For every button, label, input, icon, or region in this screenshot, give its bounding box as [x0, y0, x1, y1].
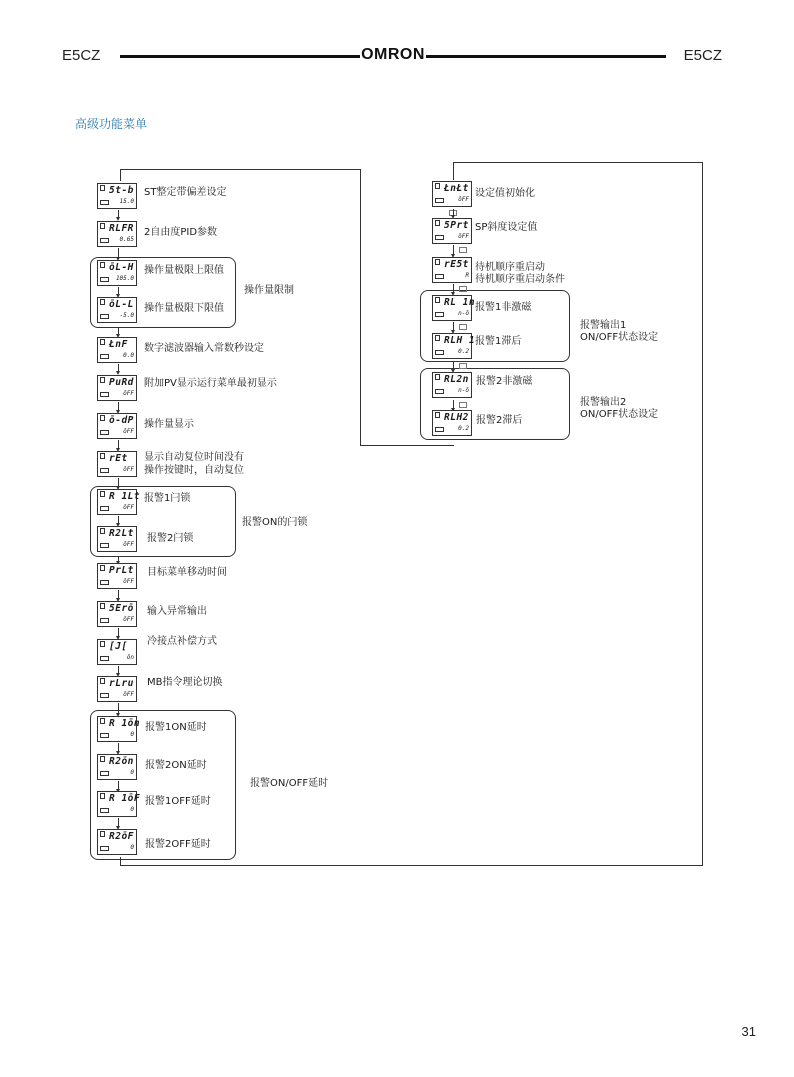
param-value: R: [465, 272, 469, 279]
param-label: 输入异常输出: [147, 606, 207, 617]
param-value: ōFF: [123, 504, 134, 511]
display-alarm2-hysteresis: [432, 410, 472, 436]
param-code: RL2n: [444, 374, 469, 385]
display-input-filter: [97, 337, 137, 363]
param-label: 操作量极限下限值: [144, 303, 224, 314]
display-mv-upper-limit: [97, 260, 137, 286]
param-value: 0: [130, 806, 134, 813]
display-init-settings: [432, 181, 472, 207]
param-code: 5Erō: [109, 603, 134, 614]
key-icon: [459, 402, 467, 408]
param-code: R 1ōn: [109, 718, 141, 729]
param-value: 0.2: [458, 348, 469, 355]
param-value: 0.0: [123, 352, 134, 359]
flow-arrow: [118, 628, 119, 637]
param-label: 报警1OFF延时: [145, 796, 211, 807]
param-code: rE5t: [444, 259, 469, 270]
group-label-alarm-delay: 报警ON/OFF延时: [250, 778, 329, 789]
flow-arrow: [453, 209, 454, 216]
display-st-band: [97, 183, 137, 209]
param-label: 操作量显示: [144, 419, 194, 430]
param-label: 报警2ON延时: [145, 760, 207, 771]
param-code: rEt: [109, 453, 128, 464]
section-title: 高级功能菜单: [75, 117, 148, 131]
group-label-alarm1-line2: ON/OFF状态设定: [580, 332, 659, 343]
param-code: R2ōn: [109, 756, 134, 767]
param-value: 0.2: [458, 425, 469, 432]
display-menu-move-time: [97, 563, 137, 589]
flow-arrow: [118, 248, 119, 258]
param-label: 目标菜单移动时间: [147, 567, 227, 578]
param-value: n-ō: [458, 310, 469, 317]
param-label: 冷接点补偿方式: [147, 636, 217, 647]
flow-arrow: [118, 402, 119, 411]
param-code: RLH 1: [444, 335, 476, 346]
flow-arrow: [118, 327, 119, 335]
param-label: 报警1非激磁: [475, 302, 532, 313]
display-alarm2-nonexcitation: [432, 372, 472, 398]
param-value: -5.0: [119, 312, 134, 319]
loop-line-right-top: [453, 162, 703, 163]
flow-arrow: [118, 666, 119, 674]
param-label: 报警2滞后: [476, 415, 523, 426]
param-label-line2: 操作按键时，自动复位: [144, 465, 244, 476]
param-label: 报警2OFF延时: [145, 839, 211, 850]
param-code: PuRd: [109, 377, 134, 388]
param-code: 5Prt: [444, 220, 469, 231]
param-value: ōn: [126, 654, 134, 661]
param-label: 报警1ON延时: [145, 722, 207, 733]
param-code: RL 1n: [444, 297, 476, 308]
param-code: R 1Lt: [109, 491, 141, 502]
flow-arrow: [453, 361, 454, 370]
key-icon: [459, 247, 467, 253]
param-label: SP斜度设定值: [475, 222, 538, 233]
param-code: ōL-H: [109, 262, 134, 273]
header-model-left: E5CZ: [62, 47, 101, 64]
display-standby-restart: [432, 257, 472, 283]
flow-arrow: [118, 703, 119, 714]
display-pv-add: [97, 375, 137, 401]
param-value: 0: [130, 844, 134, 851]
display-mv-display: [97, 413, 137, 439]
flow-arrow: [118, 210, 119, 218]
group-label-mv-limit: 操作量限制: [244, 285, 294, 296]
param-code: RLFR: [109, 223, 134, 234]
param-value: 105.0: [115, 275, 134, 282]
param-code: RLH2: [444, 412, 469, 423]
param-label: 操作量极限上限值: [144, 265, 224, 276]
param-label: 设定值初始化: [475, 188, 535, 199]
header-rule-right: [426, 55, 666, 58]
display-auto-return: [97, 451, 137, 477]
param-label: 报警1闩锁: [144, 493, 191, 504]
param-value: 15.0: [119, 198, 134, 205]
param-label: 报警2非激磁: [476, 376, 533, 387]
header-rule-left: [120, 55, 360, 58]
param-label-line2: 待机顺序重启动条件: [475, 274, 565, 285]
param-value: ōFF: [123, 691, 134, 698]
group-label-alarm2-line2: ON/OFF状态设定: [580, 409, 659, 420]
param-value: ōFF: [458, 233, 469, 240]
group-label-alarm-latch: 报警ON的闩锁: [242, 517, 308, 528]
param-code: R2ōF: [109, 831, 134, 842]
param-code: R2Lt: [109, 528, 134, 539]
param-label: 显示自动复位时间没有: [144, 452, 244, 463]
param-label: 待机顺序重启动: [475, 262, 545, 273]
param-value: ōFF: [123, 428, 134, 435]
loop-line-top-left: [120, 169, 361, 170]
key-icon: [459, 324, 467, 330]
display-alarm2-latch: [97, 526, 137, 552]
loop-line-top-drop: [120, 169, 121, 181]
display-alarm1-off-delay: [97, 791, 141, 817]
param-label: MB指令理论切换: [147, 677, 223, 688]
param-value: 0.65: [119, 236, 134, 243]
param-value: 0: [130, 731, 134, 738]
flow-arrow: [118, 743, 119, 752]
display-input-error-output: [97, 601, 137, 627]
loop-line-left-down: [360, 169, 361, 445]
param-code: ō-dP: [109, 415, 134, 426]
loop-line-bottom: [120, 865, 703, 866]
flow-arrow: [118, 556, 119, 562]
param-value: ōFF: [123, 578, 134, 585]
display-alarm1-latch: [97, 489, 141, 515]
param-value: ōFF: [123, 466, 134, 473]
param-label: 附加PV显示运行菜单最初显示: [144, 378, 277, 389]
flow-arrow: [118, 440, 119, 449]
flow-arrow: [118, 781, 119, 790]
flow-arrow: [118, 516, 119, 524]
param-value: n-ō: [458, 387, 469, 394]
group-label-alarm2-line1: 报警输出2: [580, 397, 627, 408]
display-alpha: [97, 221, 137, 247]
param-code: [J[: [109, 641, 128, 652]
flow-arrow: [118, 364, 119, 372]
display-mb-command-logic: [97, 676, 137, 702]
brand-logo: OMRON: [361, 46, 425, 63]
flow-arrow: [453, 322, 454, 331]
display-cold-junction: [97, 639, 137, 665]
param-code: R 1ōF: [109, 793, 141, 804]
param-code: ŁnF: [109, 339, 128, 350]
flow-arrow: [453, 284, 454, 293]
loop-line-right-drop: [453, 162, 454, 180]
param-code: PrLt: [109, 565, 134, 576]
param-code: rLru: [109, 678, 134, 689]
flow-arrow: [453, 245, 454, 255]
display-alarm1-hysteresis: [432, 333, 476, 359]
group-label-alarm1-line1: 报警输出1: [580, 320, 627, 331]
param-label: ST整定带偏差设定: [144, 187, 227, 198]
param-value: ōFF: [123, 616, 134, 623]
param-label: 数字滤波器输入常数秒设定: [144, 343, 264, 354]
param-label: 报警1滞后: [475, 336, 522, 347]
display-alarm1-nonexcitation: [432, 295, 476, 321]
param-value: ōFF: [123, 390, 134, 397]
page-number: 31: [741, 1024, 756, 1039]
param-code: ōL-L: [109, 299, 134, 310]
param-label: 2自由度PID参数: [144, 227, 218, 238]
display-alarm1-on-delay: [97, 716, 141, 742]
flow-arrow: [118, 818, 119, 827]
param-value: 0: [130, 769, 134, 776]
flow-arrow: [118, 478, 119, 487]
header-model-right: E5CZ: [683, 47, 722, 64]
flow-arrow: [118, 287, 119, 295]
flow-arrow: [118, 590, 119, 599]
param-label: 报警2闩锁: [147, 533, 194, 544]
param-code: ŁnŁt: [444, 183, 469, 194]
key-icon: [459, 363, 467, 369]
param-code: 5t-b: [109, 185, 134, 196]
display-alarm2-on-delay: [97, 754, 137, 780]
key-icon: [459, 286, 467, 292]
param-value: ōFF: [458, 196, 469, 203]
display-sp-ramp: [432, 218, 472, 244]
loop-line-to-right: [360, 445, 454, 446]
display-mv-lower-limit: [97, 297, 137, 323]
flow-arrow: [453, 400, 454, 409]
display-alarm2-off-delay: [97, 829, 137, 855]
param-value: ōFF: [123, 541, 134, 548]
loop-line-right-edge: [702, 162, 703, 865]
